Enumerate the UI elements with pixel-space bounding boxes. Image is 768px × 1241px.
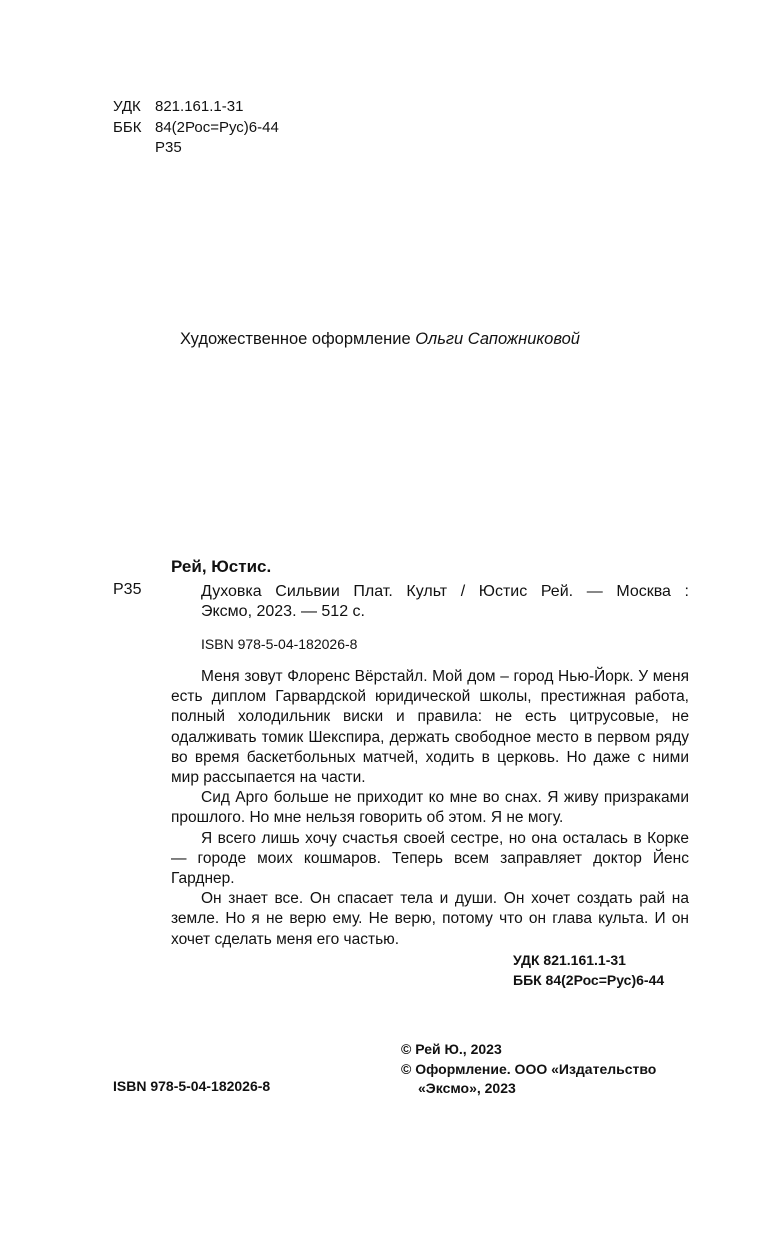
bib-title-line1: Духовка Сильвии Плат. Культ / Юстис Рей. — Москва : [201, 583, 689, 600]
design-credit-text: Художественное оформление [180, 330, 411, 348]
classification-codes [113, 97, 279, 159]
bottom-udk: УДК 821.161.1-31 [513, 952, 626, 968]
author-mark: Р35 [155, 139, 182, 156]
bottom-codes [513, 950, 664, 990]
designer-name: Ольги Сапожниковой [415, 330, 580, 348]
bbk-label: ББК [113, 118, 142, 136]
bbk-row [113, 118, 279, 139]
udk-value: 821.161.1-31 [155, 98, 244, 115]
copyright-publisher: «Эксмо», 2023 [418, 1080, 516, 1096]
copyright-author: © Рей Ю., 2023 [401, 1041, 502, 1057]
copyright [401, 1040, 656, 1099]
annotation-paragraph: Он знает все. Он спасает тела и души. Он хочет создать рай на земле. Но я не верю ему. Не верю, потому что он глава культа. И он хочет сделать меня его частью. [171, 890, 689, 948]
bib-isbn: ISBN 978-5-04-182026-8 [201, 636, 358, 652]
design-credit [180, 330, 580, 349]
udk-label: УДК [113, 98, 141, 115]
copyright-design: © Оформление. ООО «Издательство [401, 1060, 657, 1077]
bbk-value: 84(2Рос=Рус)6-44 [155, 118, 279, 136]
author-mark-row [113, 138, 279, 159]
bib-author-mark: Р35 [113, 581, 142, 598]
annotation-paragraph: Я всего лишь хочу счастья своей сестре, но она осталась в Корке — городе моих кошмаров. Теперь всем заправляет доктор Йенс Гарднер. [171, 829, 689, 888]
isbn-bottom: ISBN 978-5-04-182026-8 [113, 1078, 271, 1094]
annotation-paragraph: Сид Арго больше не приходит ко мне во снах. Я живу призраками прошлого. Но мне нельзя говорить об этом. Я не могу. [171, 789, 689, 827]
annotation [171, 667, 689, 950]
udk-row [113, 97, 279, 118]
annotation-paragraph: Меня зовут Флоренс Вёрстайл. Мой дом – город Нью-Йорк. У меня есть диплом Гарвардской юридической школы, престижная работа, полный холодильник виски и правила: не есть цитрусовые, не одалживать томик Шекспира, держать свободное место в первом ряду во время баскетбольных матчей, ходить в церковь. Но даже с ними мир рассыпается на части. [171, 668, 689, 787]
bib-title-line2: Эксмо, 2023. — 512 с. [201, 603, 365, 620]
bib-author: Рей, Юстис. [171, 557, 272, 576]
bottom-bbk: ББК 84(2Рос=Рус)6-44 [513, 972, 665, 988]
